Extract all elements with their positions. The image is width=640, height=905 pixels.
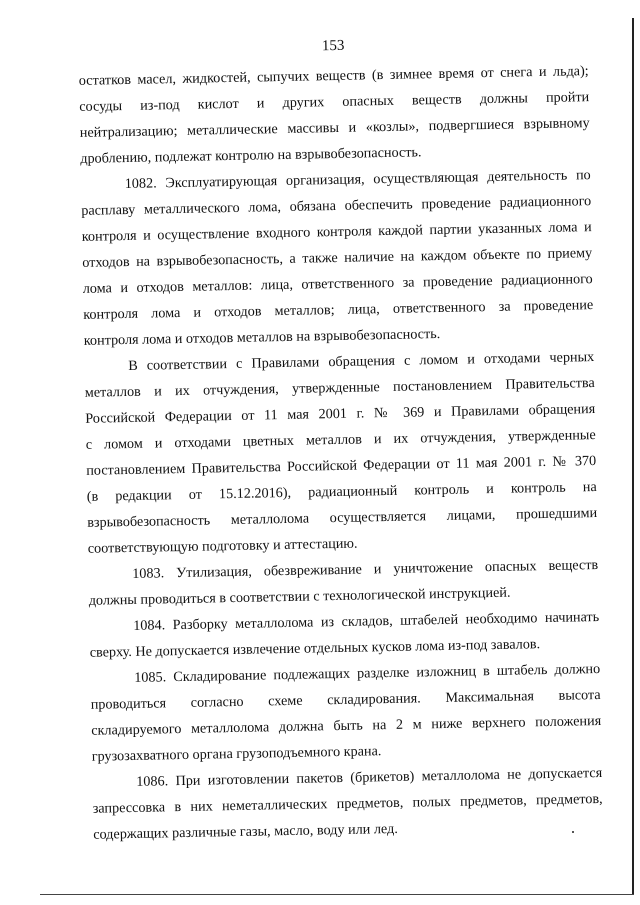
page-number: 153 [321,37,345,55]
text-line: 1083. Утилизация, обезвреживание и уничтожение опасных веществ [132,557,599,582]
page-edge-right [632,18,634,895]
text-line: лома и отходов металлов: лица, ответственного за проведение радиационного [82,271,593,297]
paragraph-p1082 [81,162,594,354]
text-line: остатков масел, жидкостей, сыпучих веществ (в зимнее время от снега и льда); [78,63,589,89]
text-line: отходов на взрывобезопасность, а также наличие на каждом объекте по приему [82,245,593,271]
text-line: 1085. Складирование подлежащих разделке изложниц в штабель должно [134,660,601,686]
paragraph-list [79,58,604,848]
text-line: нейтрализацию; металлические массивы и «козлы», подвергшиеся взрывному [79,115,590,141]
text-line: постановлением Правительства Российской Федерации от 11 мая 2001 г. № 370 [86,453,597,479]
text-line: сосуды из-под кислот и других опасных веществ должны пройти [79,89,590,115]
text-line: расплаву металлического лома, обязана обеспечить проведение радиационного [81,193,592,219]
text-line: Российской Федерации от 11 мая 2001 г. № 369 и Правилами обращения [85,401,596,427]
text-line: 1082. Эксплуатирующая организация, осуществляющая деятельность по [124,167,591,193]
document-body [78,33,603,848]
paragraph-p0 [79,58,591,172]
page-edge-bottom [40,894,634,895]
text-line: проводиться согласно схеме складирования. Максимальная высота [90,686,601,713]
text-line: запрессовка в них неметаллических предметов, полых предметов, предметов, [92,790,603,817]
text-line: содержащих различные газы, масло, воду или лед. [93,820,398,843]
text-line: должны проводиться в соответствии с технологической инструкцией. [88,584,511,609]
text-line: 1086. При изготовлении пакетов (брикетов) металлолома не допускается [136,764,603,790]
text-line: с ломом и отходами цветных металлов и их отчуждения, утвержденные [85,427,596,453]
text-line: (в редакции от 15.12.2016), радиационный контроль и контроль на [86,479,597,505]
paragraph-p1085 [90,656,602,770]
text-line: грузозахватного органа грузоподъемного крана. [91,743,382,765]
text-line: соответствующую подготовку и аттестацию. [87,535,358,557]
text-line: дроблению, подлежат контролю на взрывобезопасность. [80,144,422,167]
text-line: контроля лома и отходов металлов на взрывобезопасность. [83,325,441,349]
paragraph-p1086 [92,760,603,848]
text-line: складируемого металлолома должна быть на 2 м ниже верхнего положения [91,712,602,739]
text-line: контроля лома и отходов металлов; лица, ответственного за проведение [83,297,594,323]
text-line: 1084. Разборку металлолома из складов, штабелей необходимо начинать [133,608,600,634]
paragraph-p_rules [84,344,598,562]
text-line: контроля и осуществление входного контроля каждой партии указанных лома и [81,219,592,245]
text-line: В соответствии с Правилами обращения с ломом и отходами черных [128,349,595,374]
text-line: металлов и их отчуждения, утвержденные постановлением Правительства [84,375,595,401]
text-line: сверху. Не допускается извлечение отдельных кусков лома из-под завалов. [89,636,541,661]
text-line: взрывобезопасность металлолома осуществляется лицами, прошедшими [87,505,598,531]
